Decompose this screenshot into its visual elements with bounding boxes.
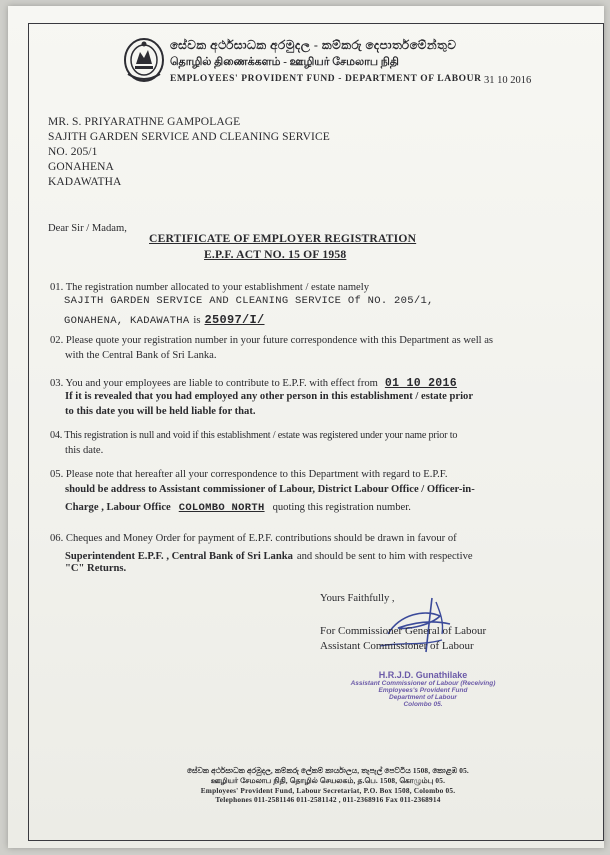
recipient-name: MR. S. PRIYARATHNE GAMPOLAGE bbox=[48, 116, 241, 128]
effective-date: 01 10 2016 bbox=[384, 377, 457, 390]
footer-sinhala: සේවක අර්ථසාධක අරමුදල, කම්කරු ලේකම් කාර්යාලය, තැපැල් පෙට්ටිය 1508, කොළඹ 05. bbox=[187, 766, 469, 775]
para-04-line-2: this date. bbox=[65, 445, 104, 456]
stamp-name: H.R.J.D. Gunathilake bbox=[378, 670, 468, 680]
footer-english: Employees' Provident Fund, Labour Secretariat, P.O. Box 1508, Colombo 05. bbox=[200, 786, 456, 795]
act-title: E.P.F. ACT NO. 15 OF 1958 bbox=[204, 248, 347, 261]
certificate-title: CERTIFICATE OF EMPLOYER REGISTRATION bbox=[149, 232, 417, 245]
salutation: Dear Sir / Madam, bbox=[48, 223, 127, 234]
para-05-line-2: should be address to Assistant commissioner of Labour, District Labour Office / Officer-in- bbox=[65, 484, 475, 495]
para-03-line-3: to this date you will be held liable for that. bbox=[65, 406, 256, 417]
para-03-line-2: If it is revealed that you had employed any other person in this establishment / estate prior bbox=[65, 391, 474, 402]
para-03-text: 03. You and your employees are liable to contribute to E.P.F. with effect from bbox=[50, 378, 378, 389]
para-01-is: is bbox=[193, 315, 201, 326]
para-04-line-1: 04. This registration is null and void if this establishment / estate was registered under your name prior to bbox=[50, 430, 458, 441]
para-05-line-1: 05. Please note that hereafter all your correspondence to this Department with regard to E.P.F. bbox=[50, 469, 448, 480]
para-01-location: GONAHENA, KADAWATHA bbox=[64, 315, 190, 327]
header-sinhala: සේවක අර්ථසාධක අරමුදල - කම්කරු දෙපාර්තමේන්තුව bbox=[170, 38, 457, 52]
stamp-line-2: Employees's Provident Fund bbox=[378, 687, 468, 694]
recipient-address-2: GONAHENA bbox=[48, 161, 114, 173]
para-06-line-3: "C" Returns. bbox=[65, 563, 127, 574]
registration-number: 25097/I/ bbox=[204, 313, 265, 327]
recipient-address-1: NO. 205/1 bbox=[48, 146, 98, 158]
para-05-line-3 bbox=[65, 497, 411, 515]
closing: Yours Faithfully , bbox=[320, 593, 395, 604]
para-05-charge: Charge , Labour Office bbox=[65, 502, 171, 513]
letter-paper bbox=[8, 6, 604, 848]
letter-date: 31 10 2016 bbox=[484, 75, 532, 86]
recipient-address-3: KADAWATHA bbox=[48, 176, 122, 188]
footer-tamil: ஊழியர் சேமலாப நிதி, தொழில் செயலகம், த.பெ. 1508, கொழும்பு 05. bbox=[210, 776, 446, 785]
stamp-line-4: Colombo 05. bbox=[403, 701, 443, 708]
superintendent: Superintendent E.P.F. , Central Bank of Sri Lanka bbox=[65, 551, 293, 562]
header-department: EMPLOYEES' PROVIDENT FUND - DEPARTMENT OF LABOUR bbox=[170, 74, 482, 84]
footer-telephones: Telephones 011-2581146 011-2581142 , 011-2368916 Fax 011-2368914 bbox=[215, 795, 441, 804]
para-02-line-1: 02. Please quote your registration number in your future correspondence with this Department as well as bbox=[50, 335, 494, 346]
para-01-line-1: 01. The registration number allocated to your establishment / estate namely bbox=[50, 282, 369, 293]
stamp-line-3: Department of Labour bbox=[389, 694, 457, 701]
para-01-establishment: SAJITH GARDEN SERVICE AND CLEANING SERVICE Of NO. 205/1, bbox=[64, 295, 434, 307]
para-02-line-2: with the Central Bank of Sri Lanka. bbox=[65, 350, 217, 361]
labour-office: COLOMBO NORTH bbox=[178, 502, 265, 514]
para-01-line-3 bbox=[64, 310, 265, 328]
header-tamil: தொழில் திணைக்களம் - ஊழியர் சேமலாப நிதி bbox=[170, 56, 399, 68]
footer bbox=[148, 766, 508, 804]
official-stamp bbox=[348, 670, 498, 708]
para-06-line-1: 06. Cheques and Money Order for payment of E.P.F. contributions should be drawn in favour of bbox=[50, 533, 457, 544]
signature-line-1: For Commissioner General of Labour bbox=[320, 625, 487, 637]
recipient-company: SAJITH GARDEN SERVICE AND CLEANING SERVICE bbox=[48, 131, 330, 143]
para-06-send: and should be sent to him with respective bbox=[296, 551, 473, 562]
sri-lanka-emblem-icon bbox=[122, 36, 166, 84]
signature-line-2: Assistant Commissioner of Labour bbox=[320, 640, 474, 652]
para-05-quoting: quoting this registration number. bbox=[272, 502, 411, 513]
stamp-line-1: Assistant Commissioner of Labour (Receiving) bbox=[350, 680, 496, 687]
